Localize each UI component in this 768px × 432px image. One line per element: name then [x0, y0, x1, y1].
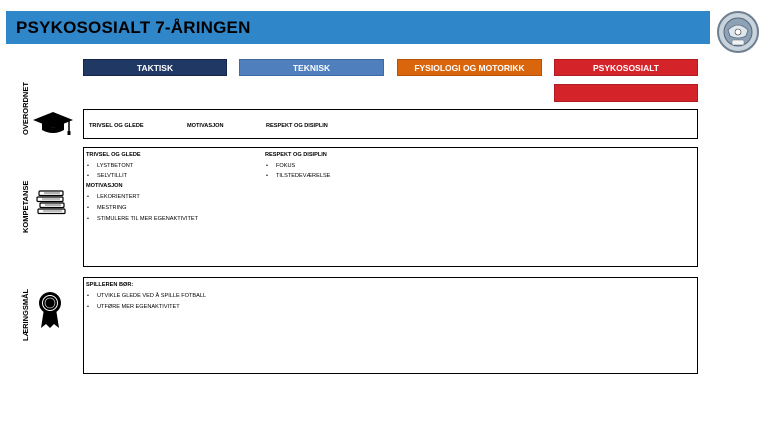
list-item: • LYSTBETONT — [97, 163, 133, 169]
list-item: • UTVIKLE GLEDE VED Å SPILLE FOTBALL — [97, 293, 206, 299]
kompetanse-heading: MOTIVASJON — [86, 183, 123, 189]
list-item: • LEKORIENTERT — [97, 194, 140, 200]
page-title: PSYKOSOSIALT 7-ÅRINGEN — [16, 18, 251, 37]
tab-psykososialt[interactable]: PSYKOSOSIALT — [554, 59, 698, 76]
award-ribbon-icon — [38, 291, 62, 329]
kompetanse-box — [83, 147, 698, 267]
psykososialt-highlight-box — [554, 84, 698, 102]
tab-teknisk[interactable]: TEKNISK — [239, 59, 384, 76]
overordnet-item: RESPEKT OG DISIPLIN — [266, 123, 328, 129]
list-item: • MESTRING — [97, 205, 127, 211]
section-label-kompetanse: KOMPETANSE — [21, 180, 30, 233]
section-label-laeringsmal: LÆRINGSMÅL — [21, 288, 30, 341]
list-item: • UTFØRE MER EGENAKTIVITET — [97, 304, 180, 310]
tab-taktisk[interactable]: TAKTISK — [83, 59, 227, 76]
section-label-overordnet: OVERORDNET — [21, 82, 30, 135]
laeringsmal-box — [83, 277, 698, 374]
books-icon — [36, 190, 68, 218]
title-banner — [6, 11, 710, 44]
overordnet-item: TRIVSEL OG GLEDE — [89, 123, 144, 129]
list-item: • TILSTEDEVÆRELSE — [276, 173, 330, 179]
overordnet-item: MOTIVASJON — [187, 123, 224, 129]
list-item: • FOKUS — [276, 163, 295, 169]
list-item: • SELVTILLIT — [97, 173, 127, 179]
kompetanse-heading: TRIVSEL OG GLEDE — [86, 152, 141, 158]
laeringsmal-heading: SPILLEREN BØR: — [86, 282, 134, 288]
overordnet-box — [83, 109, 698, 139]
club-logo-icon — [716, 10, 760, 54]
graduation-cap-icon — [32, 110, 74, 136]
tab-fysiologi-og-motorikk[interactable]: FYSIOLOGI OG MOTORIKK — [397, 59, 542, 76]
kompetanse-heading: RESPEKT OG DISIPLIN — [265, 152, 327, 158]
list-item: • STIMULERE TIL MER EGENAKTIVITET — [97, 216, 198, 222]
